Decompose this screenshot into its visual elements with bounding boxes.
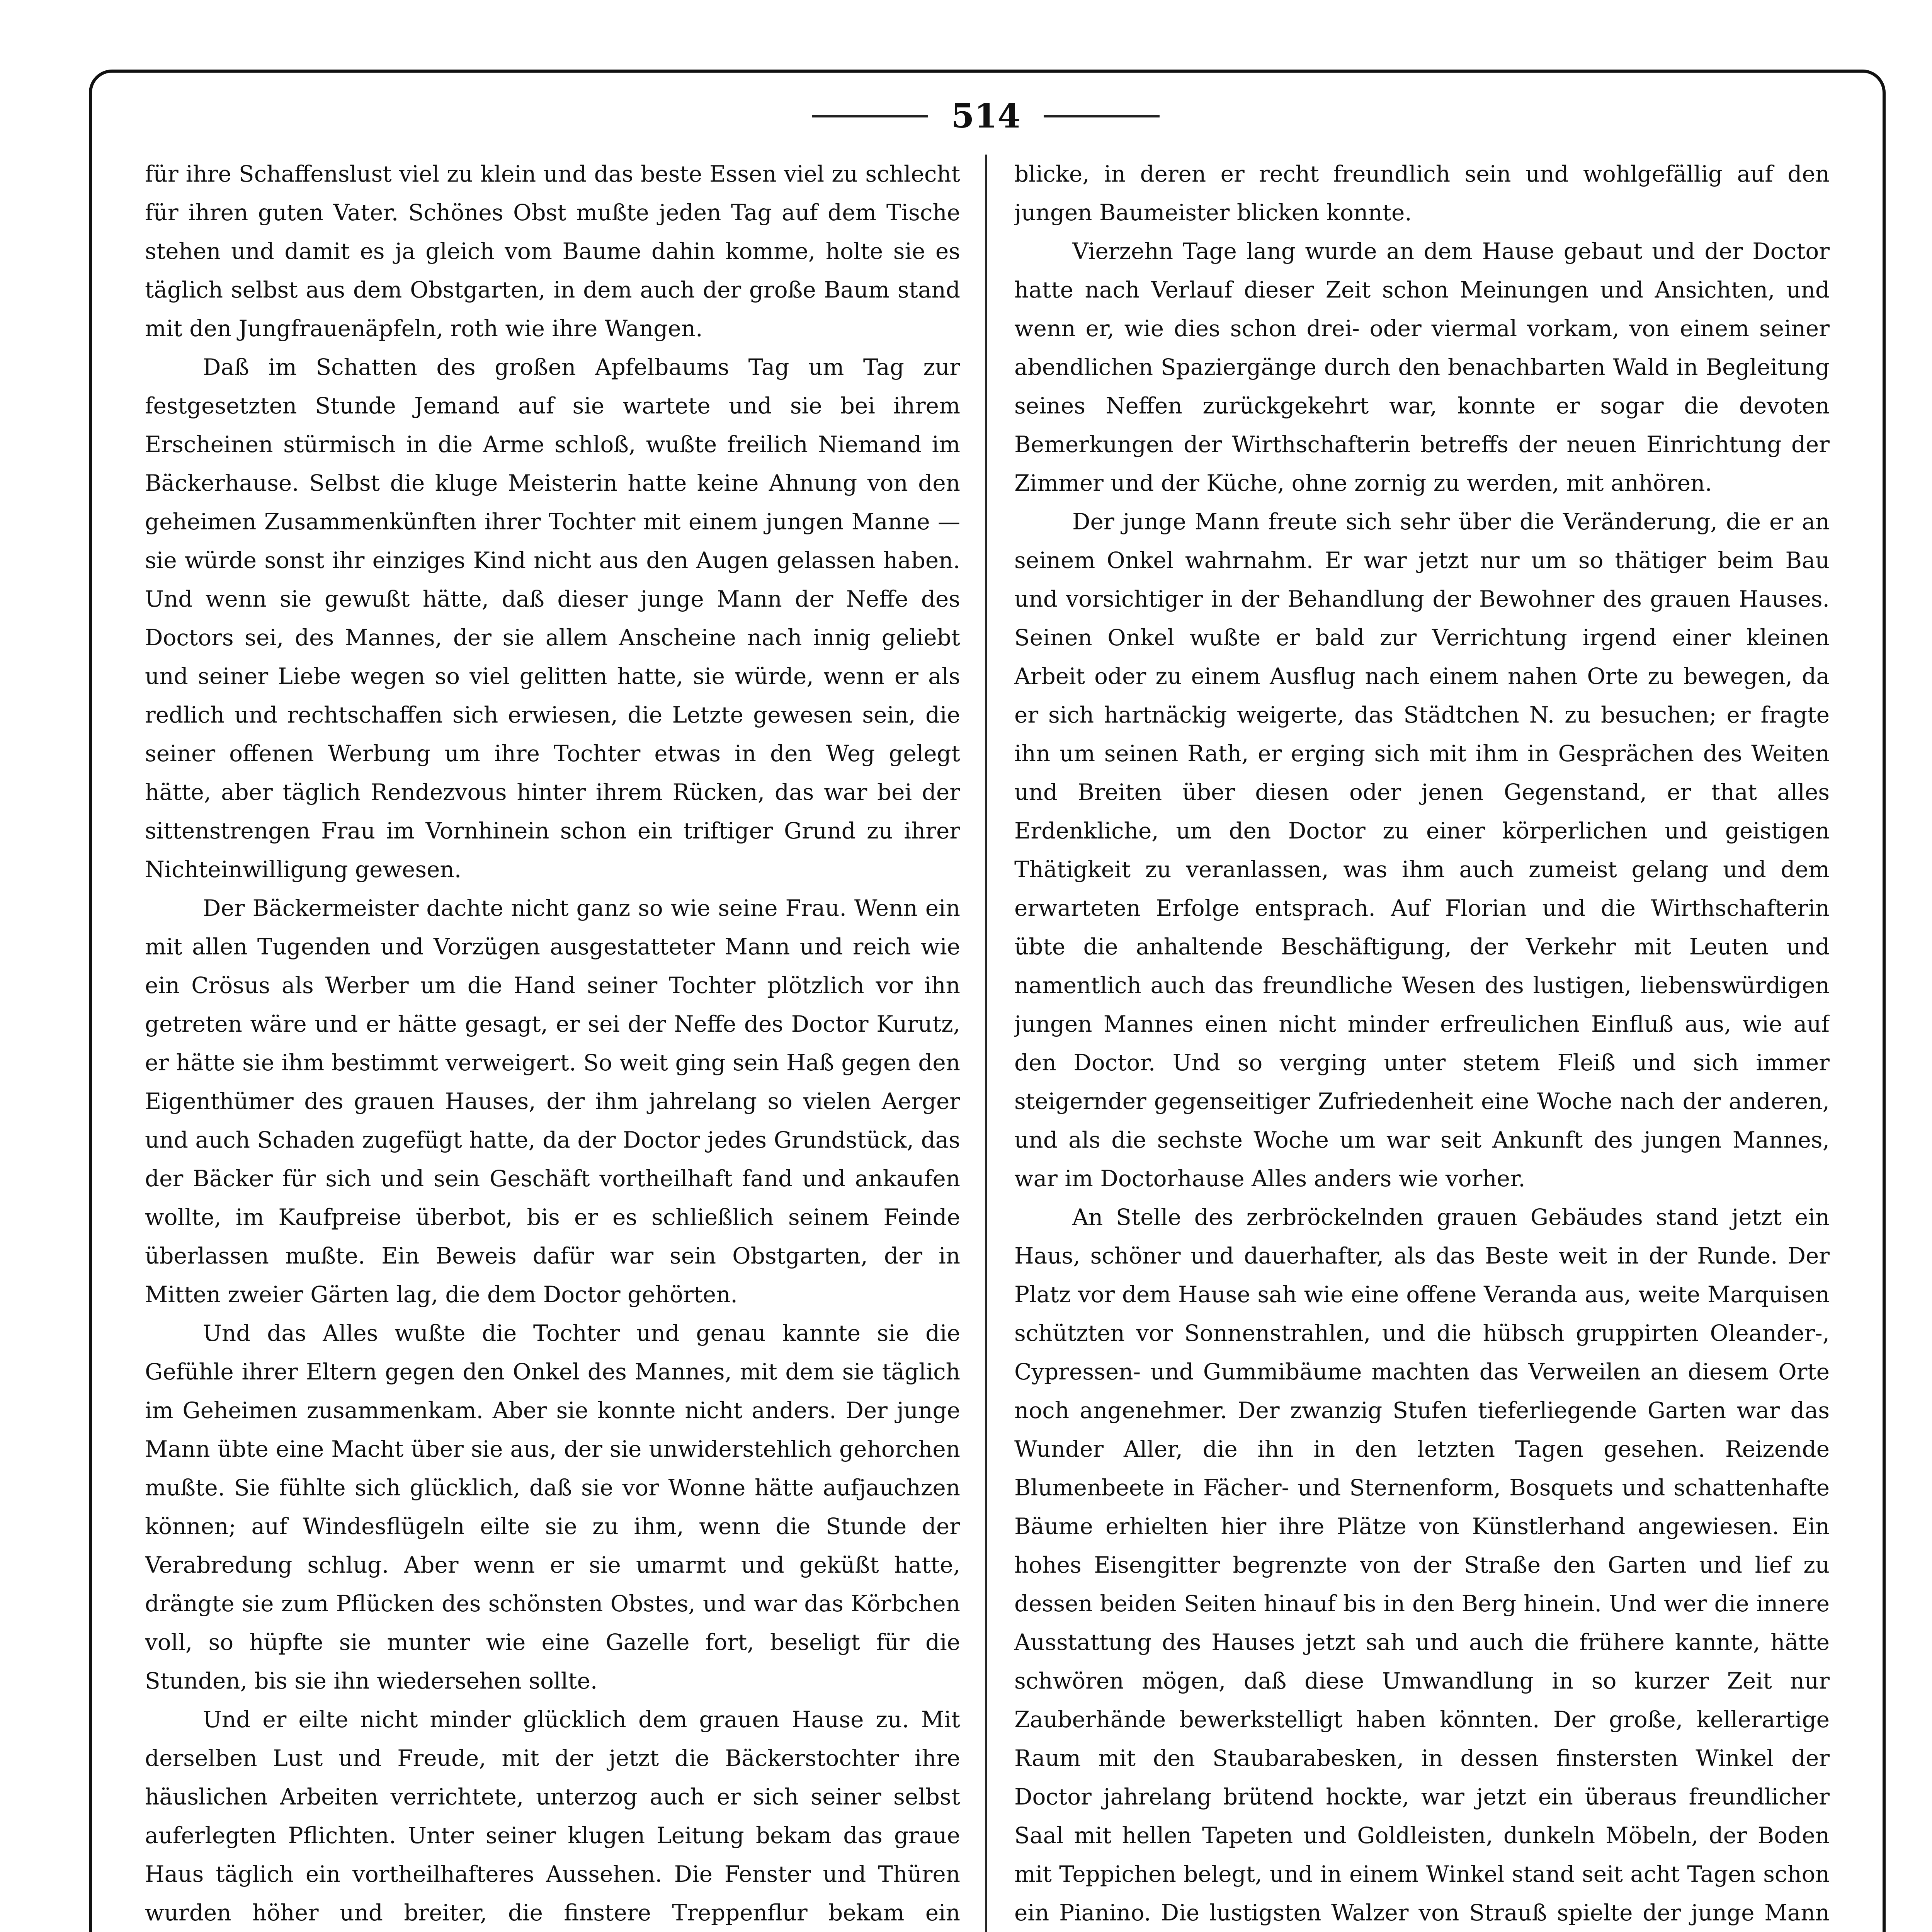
left-column <box>145 155 960 1932</box>
paragraph: Der Bäckermeister dachte nicht ganz so wie seine Frau. Wenn ein mit allen Tugenden und Vorzügen ausgestatteter Mann und reich wie ein Crösus als Werber um die Hand seiner Tochter plötzlich vor ihn getreten wäre und er hätte gesagt, er sei der Neffe des Doctor Kurutz, er hätte sie ihm bestimmt verweigert. So weit ging sein Haß gegen den Eigenthümer des grauen Hauses, der ihm jahrelang so vielen Aerger und auch Schaden zugefügt hatte, da der Doctor jedes Grundstück, das der Bäcker für sich und sein Geschäft vortheilhaft fand und ankaufen wollte, im Kaufpreise überbot, bis er es schließlich seinem Feinde überlassen mußte. Ein Beweis dafür war sein Obstgarten, der in Mitten zweier Gärten lag, die dem Doctor gehörten. <box>145 895 960 1308</box>
column-divider <box>985 155 987 1932</box>
paragraph: An Stelle des zerbröckelnden grauen Gebäudes stand jetzt ein Haus, schöner und dauerhafter, als das Beste weit in der Runde. Der Platz vor dem Hause sah wie eine offene Veranda aus, weite Marquisen schützten vor Sonnenstrahlen, und die hübsch gruppirten Oleander-, Cypressen- und Gummibäume machten das Verweilen an diesem Orte noch angenehmer. Der zwanzig Stufen tieferliegende Garten war das Wunder Aller, die ihn in den letzten Tagen gesehen. Reizende Blumenbeete in Fächer- und Sternenform, Bosquets und schattenhafte Bäume erhielten hier ihre Plätze von Künstlerhand angewiesen. Ein hohes Eisengitter begrenzte von der Straße den Garten und lief zu dessen beiden Seiten hinauf bis in den Berg hinein. Und wer die innere Ausstattung des Hauses jetzt sah und auch die frühere kannte, hätte schwören mögen, daß diese Umwandlung in so kurzer Zeit nur Zauberhände bewerkstelligt haben könnten. Der große, kellerartige Raum mit den Staubarabesken, in dessen finstersten Winkel der Doctor jahrelang brütend hockte, war jetzt ein überaus freundlicher Saal mit hellen Tapeten und Goldleisten, dunkeln Möbeln, der Boden mit Teppichen belegt, und in einem Winkel stand seit acht Tagen schon ein Pianino. Die lustigsten Walzer von Strauß spielte der junge Mann <box>1014 1204 1830 1926</box>
header-rule-right <box>1044 115 1160 117</box>
paragraph: Vierzehn Tage lang wurde an dem Hause gebaut und der Doctor hatte nach Verlauf dieser Zeit schon Meinungen und Ansichten, und wenn er, wie dies schon drei- oder viermal vorkam, von einem seiner abendlichen Spaziergänge durch den benachbarten Wald in Begleitung seines Neffen zurückgekehrt war, konnte er sogar die devoten Bemerkungen der Wirthschafterin betreffs der neuen Einrichtung der Zimmer und der Küche, ohne zornig zu werden, mit anhören. <box>1014 238 1830 496</box>
paragraph: für ihre Schaffenslust viel zu klein und das beste Essen viel zu schlecht für ihren guten Vater. Schönes Obst mußte jeden Tag auf dem Tische stehen und damit es ja gleich vom Baume dahin komme, holte sie es täglich selbst aus dem Obstgarten, in dem auch der große Baum stand mit den Jungfrauenäpfeln, roth wie ihre Wangen. <box>145 161 960 342</box>
page-header <box>0 97 1932 136</box>
paragraph: Der junge Mann freute sich sehr über die Veränderung, die er an seinem Onkel wahrnahm. Er war jetzt nur um so thätiger beim Bau und vorsichtiger in der Behandlung der Bewohner des grauen Hauses. Seinen Onkel wußte er bald zur Verrichtung irgend einer kleinen Arbeit oder zu einem Ausflug nach einem nahen Orte zu bewegen, da er sich hartnäckig weigerte, das Städtchen N. zu besuchen; er fragte ihn um seinen Rath, er erging sich mit ihm in Gesprächen des Weiten und Breiten über diesen oder jenen Gegenstand, er that alles Erdenkliche, um den Doctor zu einer körperlichen und geistigen Thätigkeit zu veranlassen, was ihm auch zumeist gelang und dem erwarteten Erfolge entsprach. Auf Florian und die Wirthschafterin übte die anhaltende Beschäftigung, der Verkehr mit Leuten und namentlich auch das freundliche Wesen des lustigen, liebenswürdigen jungen Mannes einen nicht minder erfreulichen Einfluß aus, wie auf den Doctor. Und so verging unter stetem Fleiß und sich immer steigernder gegenseitiger Zufriedenheit eine Woche nach der anderen, und als die sechste Woche um war seit Ankunft des jungen Mannes, war im Doctorhause Alles anders wie vorher. <box>1014 509 1830 1192</box>
paragraph: Daß im Schatten des großen Apfelbaums Tag um Tag zur festgesetzten Stunde Jemand auf sie wartete und sie bei ihrem Erscheinen stürmisch in die Arme schloß, wußte freilich Niemand im Bäckerhause. Selbst die kluge Meisterin hatte keine Ahnung von den geheimen Zusammenkünften ihrer Tochter mit einem jungen Manne — sie würde sonst ihr einziges Kind nicht aus den Augen gelassen haben. Und wenn sie gewußt hätte, daß dieser junge Mann der Neffe des Doctors sei, des Mannes, der sie allem Anscheine nach innig geliebt und seiner Liebe wegen so viel gelitten hatte, sie würde, wenn er als redlich und rechtschaffen sich erwiesen, die Letzte gewesen sein, die seiner offenen Werbung um ihre Tochter etwas in den Weg gelegt hätte, aber täglich Rendezvous hinter ihrem Rücken, das war bei der sittenstrengen Frau im Vornhinein schon ein triftiger Grund zu ihrer Nichteinwilligung gewesen. <box>145 354 960 883</box>
paragraph: blicke, in deren er recht freundlich sein und wohlgefällig auf den jungen Baumeister blicken konnte. <box>1014 161 1830 226</box>
page-number: 514 <box>951 97 1021 136</box>
paragraph: Und er eilte nicht minder glücklich dem grauen Hause zu. Mit derselben Lust und Freude, mit der jetzt die Bäckerstochter ihre häuslichen Arbeiten verrichtete, unterzog auch er sich seiner selbst auferlegten Pflichten. Unter seiner klugen Leitung bekam das graue Haus täglich ein vortheilhafteres Aussehen. Die Fenster und Thüren wurden höher und breiter, die finstere Treppenflur bekam ein <box>145 1706 960 1926</box>
header-rule-left <box>812 115 928 117</box>
right-column <box>1014 155 1830 1932</box>
text-columns <box>145 155 1830 1932</box>
paragraph: Und das Alles wußte die Tochter und genau kannte sie die Gefühle ihrer Eltern gegen den Onkel des Mannes, mit dem sie täglich im Geheimen zusammenkam. Aber sie konnte nicht anders. Der junge Mann übte eine Macht über sie aus, der sie unwiderstehlich gehorchen mußte. Sie fühlte sich glücklich, daß sie vor Wonne hätte aufjauchzen können; auf Windesflügeln eilte sie zu ihm, wenn die Stunde der Verabredung schlug. Aber wenn er sie umarmt und geküßt hatte, drängte sie zum Pflücken des schönsten Obstes, und war das Körbchen voll, so hüpfte sie munter wie eine Gazelle fort, beseligt für die Stunden, bis sie ihn wiedersehen sollte. <box>145 1320 960 1694</box>
